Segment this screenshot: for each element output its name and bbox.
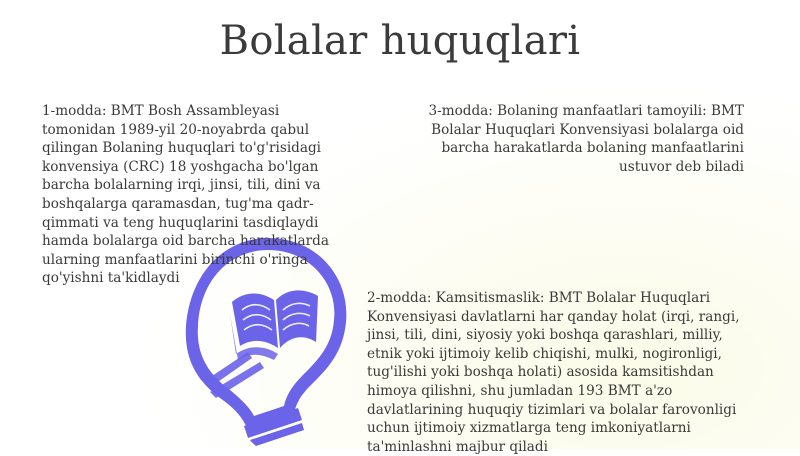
article-1-text: 1-modda: BMT Bosh Assambleyasi tomonidan 1989-yil 20-noyabrda qabul qilingan Bolaning huquqlari to'g'risidagi konvensiya (CRC) 18 yoshgacha bo'lgan barcha bolalarning irqi, jinsi, tili, dini va boshqalarga qaramasdan, tug'ma qadr-qimmati va teng huquqlarini tasdiqlaydi hamda bolalarga oid barcha harakatlarda ularning manfaatlarini birinchi o'ringa qo'yishni ta'kidlaydi xyxy=(42,103,329,287)
page-title: Bolalar huquqlari xyxy=(219,18,581,64)
article-2-text: 2-modda: Kamsitismaslik: BMT Bolalar Huquqlari Konvensiyasi davlatlarni har qanday holat (irqi, rangi, jinsi, tili, dini, siyosiy yoki boshqa qarashlari, milliy, etnik yoki ijtimoiy kelib chiqishi, mulki, nogironligi, tug'ilishi yoki boshqa holati) asosida kamsitishdan himoya qilishni, shu jumladan 193 BMT a'zo davlatlarining huquqiy tizimlari va bolalar farovonligi uchun ijtimoiy xizmatlarga teng imkoniyatlarni ta'minlashni majbur qiladi xyxy=(367,290,740,455)
article-3-text: 3-modda: Bolaning manfaatlari tamoyili: BMT Bolalar Huquqlari Konvensiyasi bolalarga oid barcha harakatlarda bolaning manfaatlarini ustuvor deb biladi xyxy=(428,103,744,175)
